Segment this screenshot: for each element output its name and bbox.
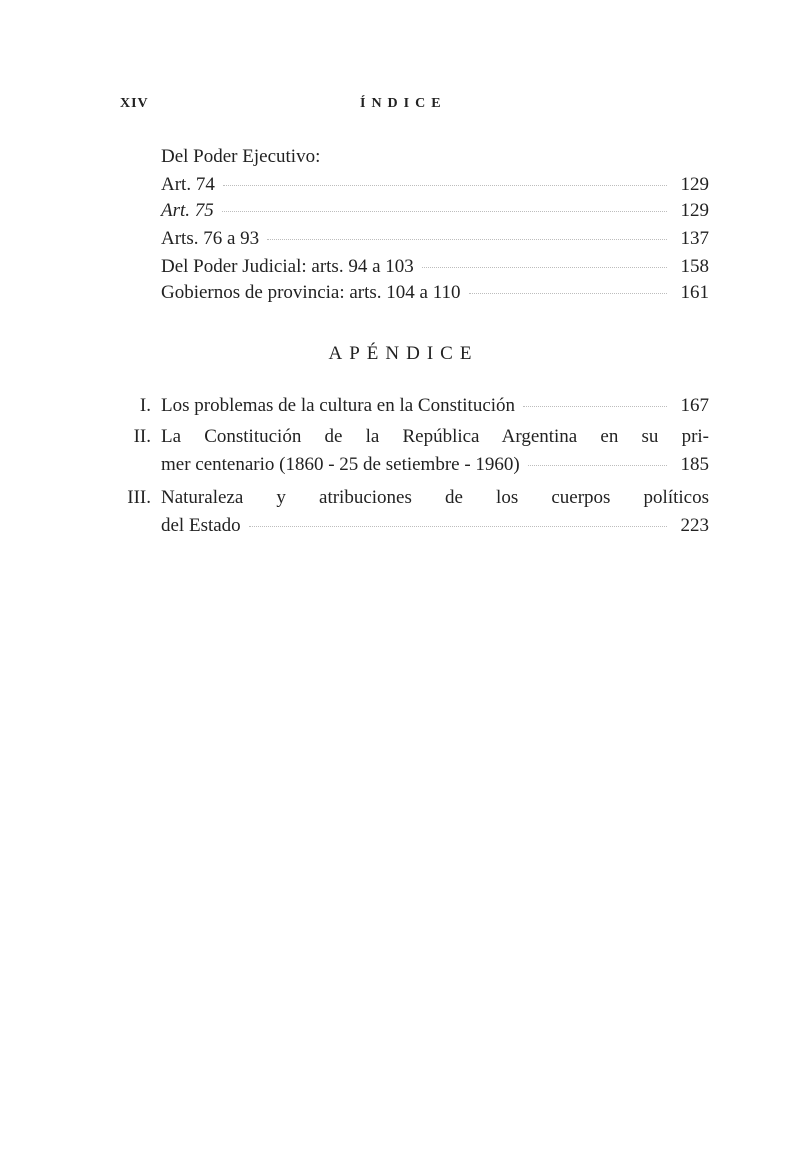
toc-group-heading: Del Poder Ejecutivo: (161, 146, 321, 167)
toc-row (161, 282, 709, 306)
appendix-entry-line (161, 426, 709, 450)
dot-leader (223, 185, 667, 186)
toc-row-label: Gobiernos de provincia: arts. 104 a 110 (161, 282, 461, 303)
dot-leader (267, 239, 667, 240)
appendix-entry-line (161, 454, 709, 478)
appendix-entry-text: mer centenario (1860 - 25 de setiembre - 1960) (161, 454, 520, 475)
toc-row (161, 256, 709, 280)
dot-leader (222, 211, 667, 212)
appendix-entry-line (161, 395, 709, 419)
appendix-entry-text: del Estado (161, 515, 241, 536)
appendix-entry-text: Naturaleza y atribuciones de los cuerpos políticos (161, 487, 709, 508)
toc-row-label: Art. 75 (161, 200, 214, 221)
toc-row-label: Del Poder Judicial: arts. 94 a 103 (161, 256, 414, 277)
appendix-entry-text: Los problemas de la cultura en la Constitución (161, 395, 516, 416)
toc-row (161, 174, 709, 198)
appendix-entry-number: I. (139, 395, 151, 416)
toc-row-page: 129 (680, 174, 709, 195)
appendix-entry-page: 223 (680, 515, 709, 536)
toc-row (161, 228, 709, 252)
running-head: ÍNDICE (360, 96, 447, 111)
dot-leader (249, 526, 667, 527)
toc-row-page: 137 (680, 228, 709, 249)
appendix-entry-line (161, 487, 709, 511)
dot-leader (422, 267, 667, 268)
dot-leader (523, 406, 667, 407)
toc-row-page: 161 (680, 282, 709, 303)
appendix-entry-text: La Constitución de la República Argentina en su pri- (161, 426, 709, 447)
dot-leader (469, 293, 667, 294)
appendix-entry-page: 185 (680, 454, 709, 475)
toc-row (161, 200, 709, 224)
page-folio: XIV (120, 96, 149, 111)
appendix-entry-page: 167 (680, 395, 709, 416)
toc-row-label: Arts. 76 a 93 (161, 228, 260, 249)
toc-row-label: Art. 74 (161, 174, 215, 195)
appendix-entry-line (161, 515, 709, 539)
appendix-entry-number: II. (133, 426, 151, 447)
dot-leader (528, 465, 667, 466)
toc-row-page: 158 (680, 256, 709, 277)
appendix-title: APÉNDICE (328, 343, 479, 364)
appendix-entry-number: III. (127, 487, 151, 508)
toc-row-page: 129 (680, 200, 709, 221)
